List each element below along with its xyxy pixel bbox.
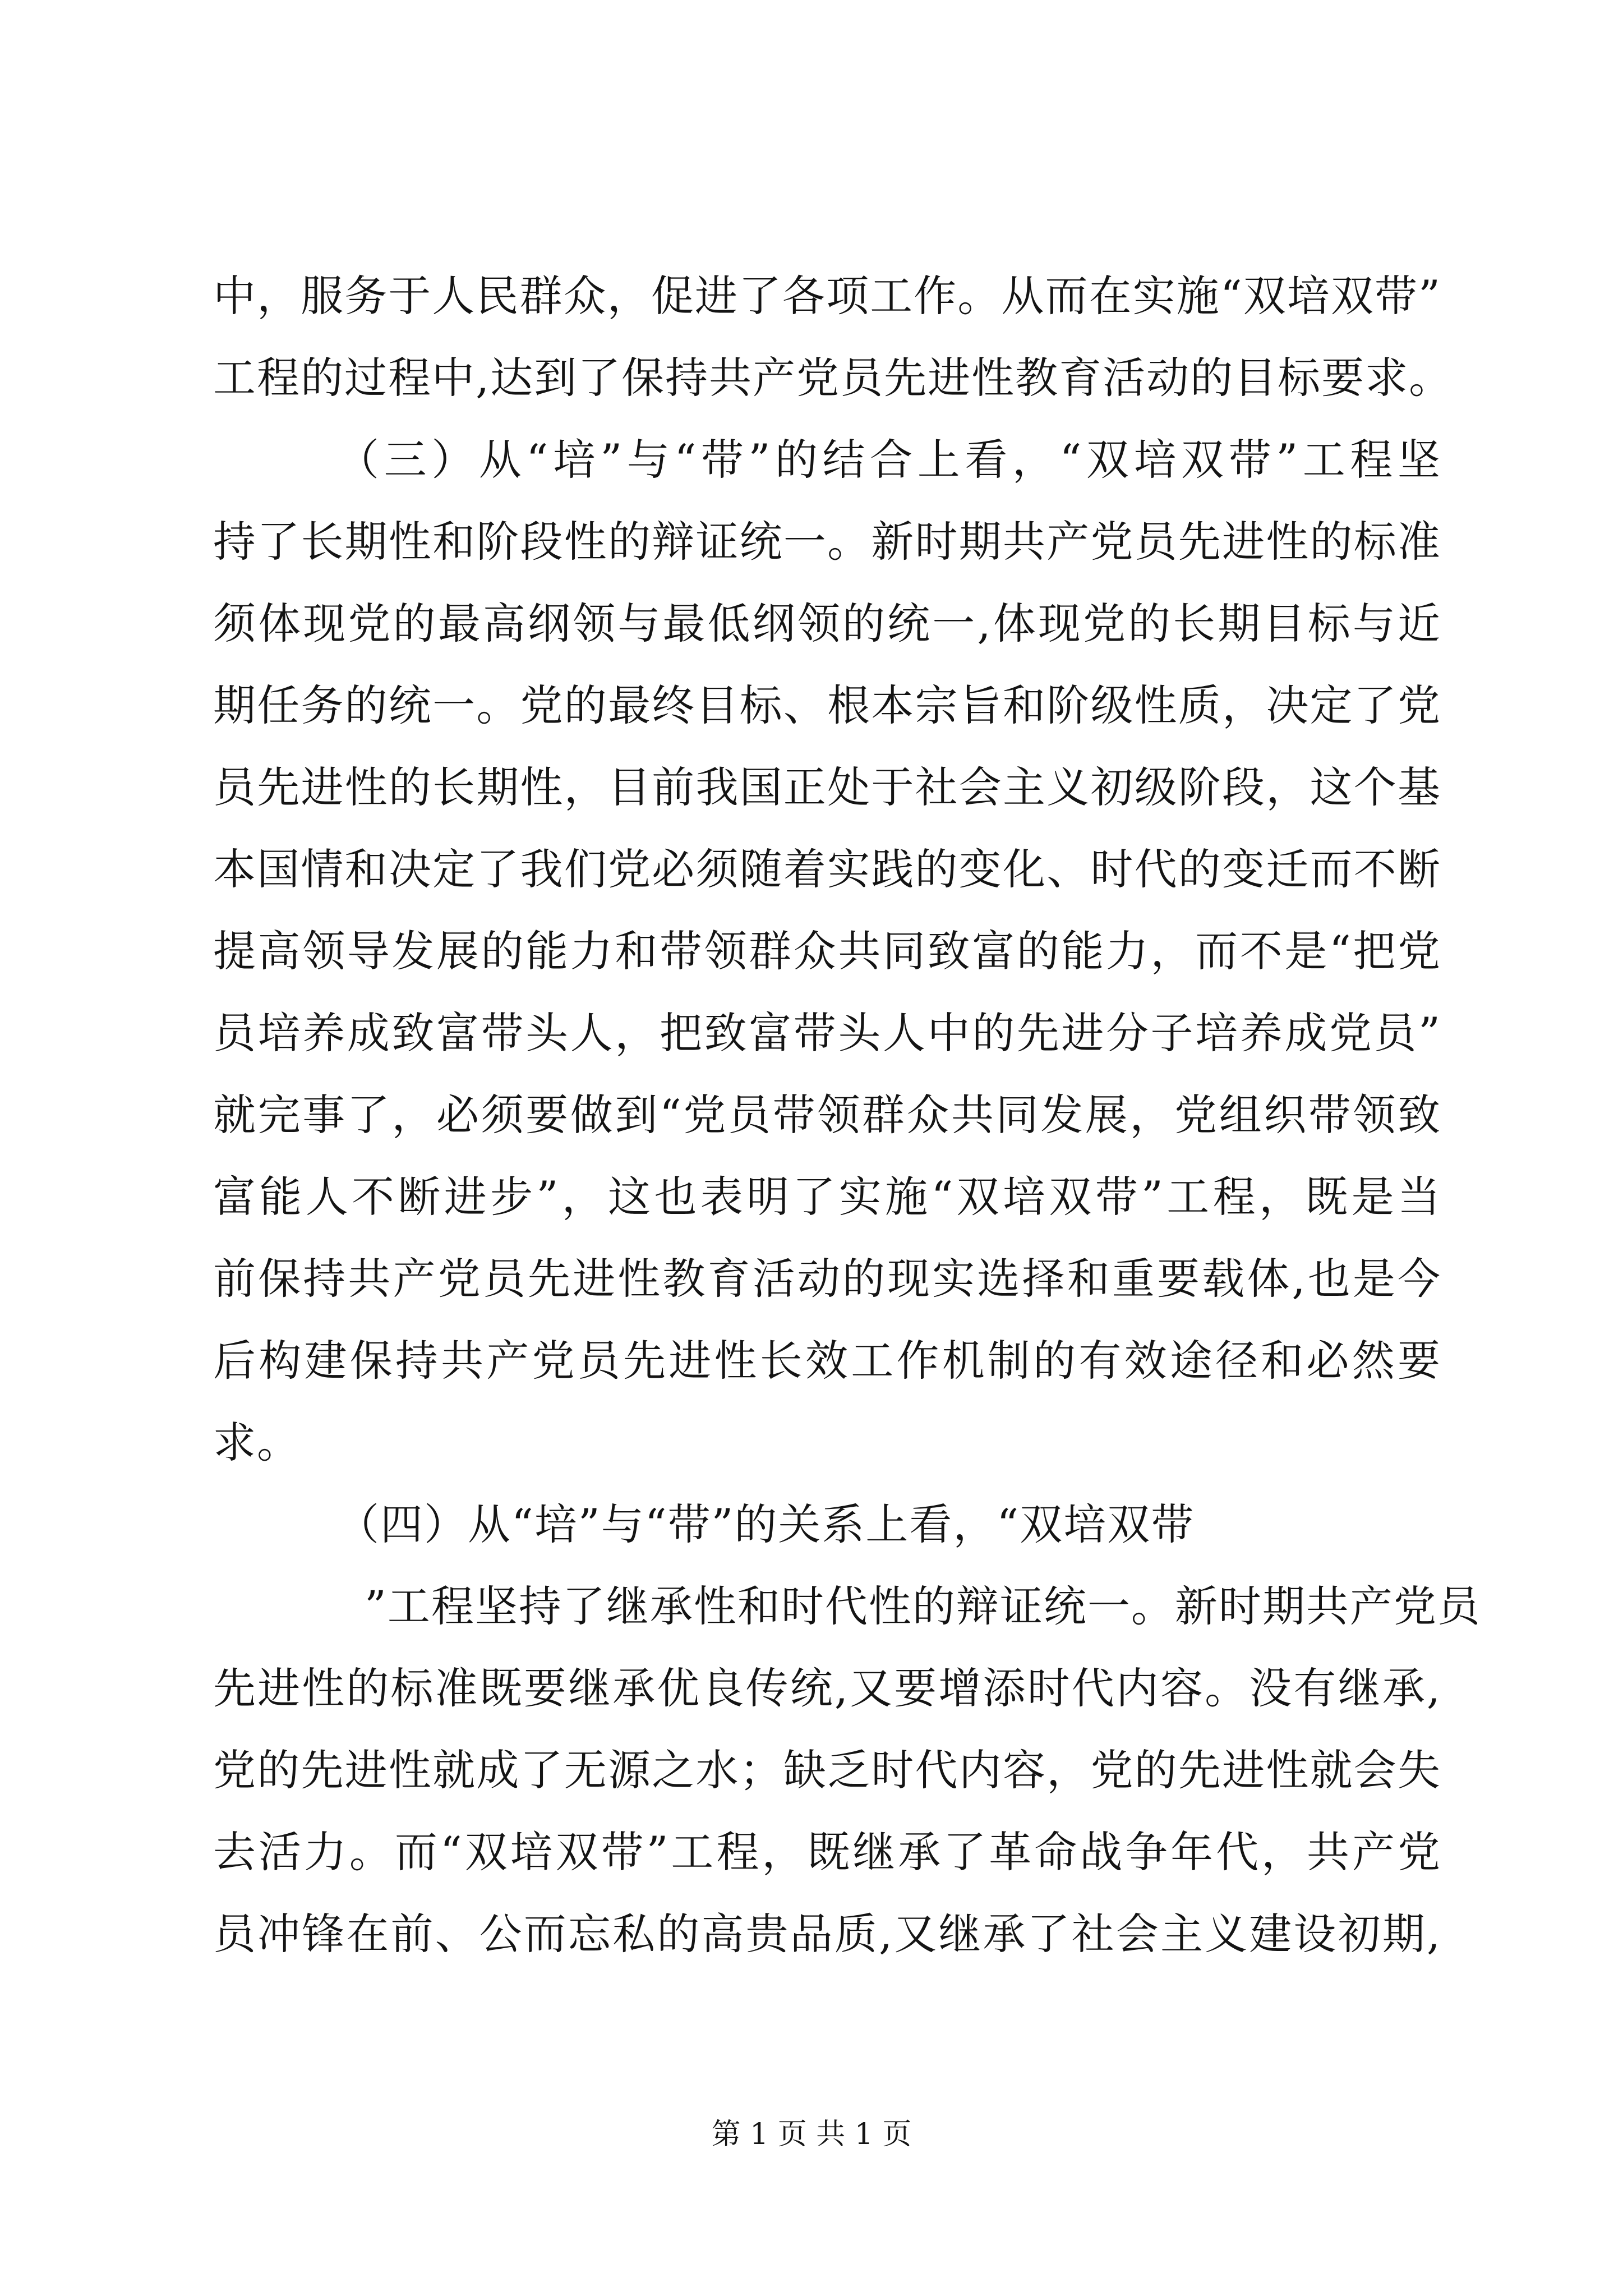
document-body [213,255,1481,1975]
text-line: 工程的过程中,达到了保持共产党员先进性教育活动的目标要求。 [213,353,1453,403]
text-line: 富能人不断进步”，这也表明了实施“双培双带”工程，既是当 [213,1172,1441,1222]
text-line: 须体现党的最高纲领与最低纲领的统一,体现党的长期目标与近 [213,599,1441,648]
text-line: 期任务的统一。党的最终目标、根本宗旨和阶级性质，决定了党 [213,680,1441,730]
text-line: 员培养成致富带头人，把致富带头人中的先进分子培养成党员” [213,1008,1441,1058]
text-line: 员先进性的长期性，目前我国正处于社会主义初级阶段，这个基 [213,762,1441,812]
text-line: 员冲锋在前、公而忘私的高贵品质,又继承了社会主义建设初期, [213,1909,1441,1959]
text-line: 提高领导发展的能力和带领群众共同致富的能力，而不是“把党 [213,926,1441,976]
text-line: 先进性的标准既要继承优良传统,又要增添时代内容。没有继承, [213,1663,1441,1713]
text-line: 中，服务于人民群众，促进了各项工作。从而在实施“双培双带” [213,271,1441,321]
page-number-footer: 第 1 页 共 1 页 [711,2118,912,2151]
text-line: 后构建保持共产党员先进性长效工作机制的有效途径和必然要 [213,1336,1441,1386]
paragraph-heading-4: （四）从“培”与“带”的关系上看，“双培双带 [336,1499,1195,1549]
text-line: 去活力。而“双培双带”工程，既继承了革命战争年代，共产党 [213,1827,1441,1877]
text-line: 求。 [213,1418,301,1467]
text-line: 前保持共产党员先进性教育活动的现实选择和重要载体,也是今 [213,1254,1441,1304]
text-line: ”工程坚持了继承性和时代性的辩证统一。新时期共产党员 [365,1581,1481,1631]
text-line: 党的先进性就成了无源之水；缺乏时代内容，党的先进性就会失 [213,1745,1441,1795]
text-line: 本国情和决定了我们党必须随着实践的变化、时代的变迁而不断 [213,844,1441,894]
text-line: 持了长期性和阶段性的辩证统一。新时期共产党员先进性的标准 [213,517,1441,567]
paragraph-heading-3: （三）从“培”与“带”的结合上看，“双培双带”工程坚 [336,435,1441,485]
text-line: 就完事了，必须要做到“党员带领群众共同发展，党组织带领致 [213,1090,1441,1140]
